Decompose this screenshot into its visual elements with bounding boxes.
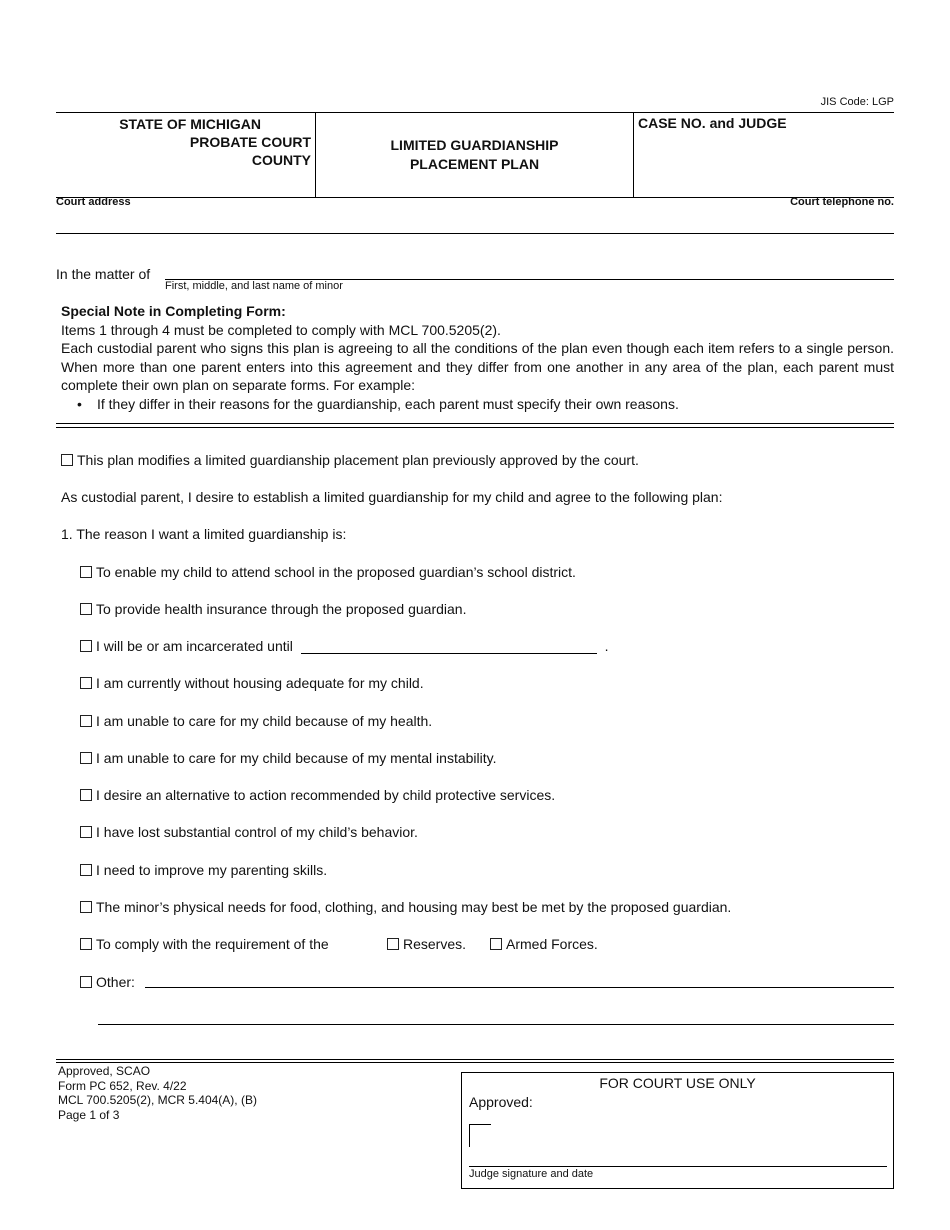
county-label: COUNTY	[251, 152, 311, 168]
reason-insurance	[80, 600, 466, 619]
reason-checkbox[interactable]	[80, 938, 92, 950]
armed-forces-option	[490, 935, 598, 954]
reason-label: I am unable to care for my child because of my health.	[96, 713, 433, 729]
reason-checkbox[interactable]	[80, 901, 92, 913]
item1-label: 1. The reason I want a limited guardianship is:	[61, 526, 347, 542]
approved-label: Approved:	[469, 1094, 533, 1110]
title-line1: LIMITED GUARDIANSHIP	[390, 137, 559, 153]
reason-label: Other:	[96, 974, 135, 990]
note-bullet	[61, 395, 894, 414]
reason-checkbox[interactable]	[80, 603, 92, 615]
period: .	[604, 638, 609, 654]
reason-label: I will be or am incarcerated until	[96, 638, 293, 654]
reason-cps	[80, 786, 555, 805]
footer-info	[58, 1064, 257, 1122]
court-identity	[56, 113, 316, 197]
reason-checkbox[interactable]	[80, 640, 92, 652]
reason-school	[80, 563, 576, 582]
reserves-option	[387, 935, 466, 954]
reserves-label: Reserves.	[403, 936, 467, 952]
state-name: STATE OF MICHIGAN	[119, 116, 261, 132]
jis-code: JIS Code: LGP	[820, 96, 894, 108]
divider	[56, 423, 894, 424]
reason-mental	[80, 749, 496, 768]
modifies-label: This plan modifies a limited guardianship placement plan previously approved by the court.	[77, 452, 639, 468]
title-line2: PLACEMENT PLAN	[409, 156, 540, 172]
armed-forces-checkbox[interactable]	[490, 938, 502, 950]
divider	[56, 1062, 894, 1063]
statute-reference: MCL 700.5205(2), MCR 5.404(A), (B)	[58, 1093, 257, 1107]
judge-signature-line[interactable]	[469, 1166, 887, 1167]
reason-health	[80, 712, 432, 731]
reason-checkbox[interactable]	[80, 826, 92, 838]
reason-checkbox[interactable]	[80, 864, 92, 876]
other-reason-input[interactable]	[145, 987, 894, 988]
divider	[56, 1059, 894, 1060]
court-name: PROBATE COURT	[189, 134, 311, 150]
reason-label: The minor’s physical needs for food, clothing, and housing may best be met by the proposed guardian.	[96, 899, 732, 915]
form-header	[56, 112, 894, 198]
reason-military	[80, 935, 329, 954]
note-heading: Special Note in Completing Form:	[61, 303, 286, 319]
page-number: Page 1 of 3	[58, 1107, 120, 1122]
armed-forces-label: Armed Forces.	[506, 936, 598, 952]
note-bullet-text: If they differ in their reasons for the guardianship, each parent must specify their own reasons.	[97, 395, 679, 412]
reason-checkbox[interactable]	[80, 566, 92, 578]
reason-checkbox[interactable]	[80, 715, 92, 727]
other-reason-input-line2[interactable]	[98, 1024, 894, 1025]
minor-name-caption: First, middle, and last name of minor	[165, 280, 343, 292]
form-number: Form PC 652, Rev. 4/22	[58, 1078, 187, 1093]
case-no-judge-field[interactable]: CASE NO. and JUDGE	[638, 115, 787, 131]
court-address-line[interactable]	[56, 233, 894, 234]
special-note	[61, 302, 894, 413]
court-use-box	[461, 1072, 894, 1189]
note-paragraph: Each custodial parent who signs this plan is agreeing to all the conditions of the plan even though each item refers to a single person. When more than one parent enters into this agreement and they differ from one another in any area of the plan, each parent must complete their own plan on separate forms. For example:	[61, 340, 894, 393]
reason-parenting	[80, 861, 327, 880]
intro-text: As custodial parent, I desire to establish a limited guardianship for my child and agree to the following plan:	[61, 489, 723, 505]
reason-label: I am currently without housing adequate for my child.	[96, 675, 424, 691]
reason-physical-needs	[80, 898, 731, 917]
reason-housing	[80, 674, 424, 693]
court-use-title: FOR COURT USE ONLY	[599, 1075, 756, 1091]
reason-label: To provide health insurance through the proposed guardian.	[96, 601, 467, 617]
reason-other	[80, 973, 135, 992]
approved-scao: Approved, SCAO	[58, 1064, 151, 1078]
reason-checkbox[interactable]	[80, 789, 92, 801]
divider	[56, 427, 894, 428]
modifies-option	[61, 451, 639, 470]
reason-label: I have lost substantial control of my child’s behavior.	[96, 824, 418, 840]
reason-label: I need to improve my parenting skills.	[96, 862, 328, 878]
incarceration-date-input[interactable]	[301, 639, 597, 654]
reason-label: I am unable to care for my child because of my mental instability.	[96, 750, 497, 766]
approval-stamp-corner[interactable]	[469, 1124, 491, 1147]
matter-label: In the matter of	[56, 266, 151, 282]
judge-signature-caption: Judge signature and date	[469, 1168, 594, 1180]
reason-label: I desire an alternative to action recommended by child protective services.	[96, 787, 556, 803]
form-title	[316, 113, 634, 197]
court-phone-label: Court telephone no.	[790, 196, 894, 208]
reason-checkbox[interactable]	[80, 677, 92, 689]
bullet-glyph: •	[77, 395, 82, 412]
modifies-checkbox[interactable]	[61, 454, 73, 466]
reason-label: To comply with the requirement of the	[96, 936, 329, 952]
reason-checkbox[interactable]	[80, 976, 92, 988]
reason-behavior	[80, 823, 418, 842]
reserves-checkbox[interactable]	[387, 938, 399, 950]
note-line1: Items 1 through 4 must be completed to comply with MCL 700.5205(2).	[61, 321, 501, 338]
reason-incarcerated	[80, 637, 609, 656]
court-address-label: Court address	[56, 196, 131, 208]
reason-checkbox[interactable]	[80, 752, 92, 764]
reason-label: To enable my child to attend school in the proposed guardian’s school district.	[96, 564, 576, 580]
